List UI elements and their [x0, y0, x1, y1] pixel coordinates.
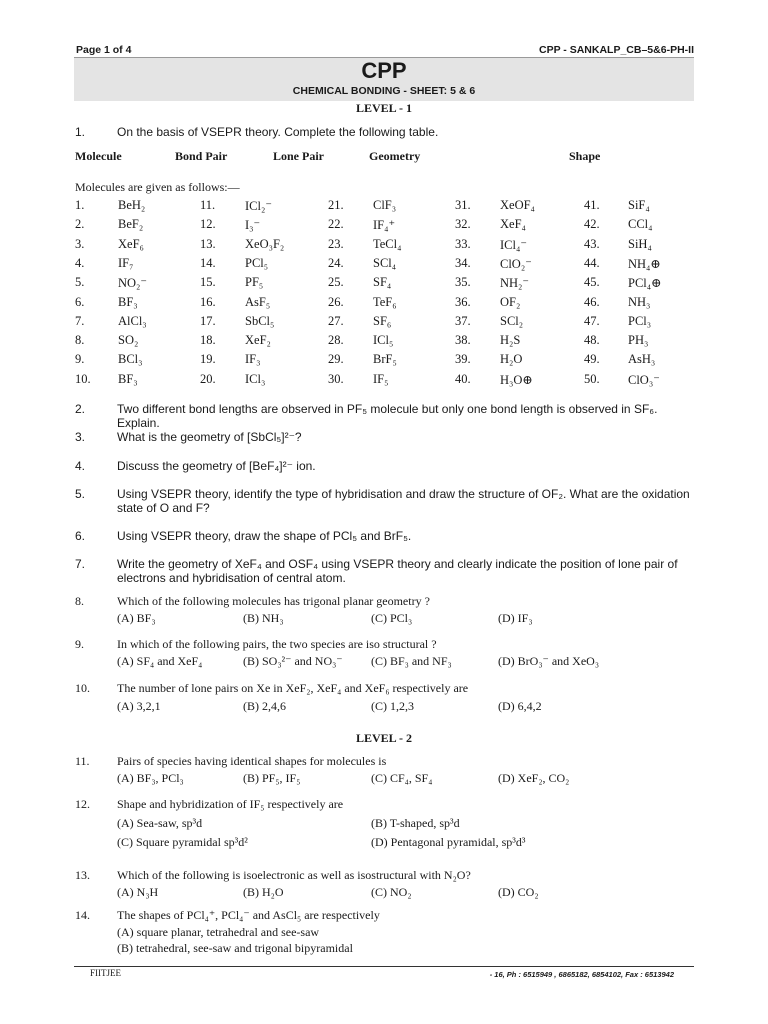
molecule-number: 37. — [455, 313, 471, 328]
question-number: 9. — [75, 637, 84, 651]
question-number: 7. — [75, 557, 86, 571]
molecule-formula: ICl₂⁻ — [245, 199, 272, 213]
molecule-formula: NH₄⊕ — [628, 256, 661, 271]
molecule-number: 14. — [200, 255, 216, 270]
question-text: Using VSEPR theory, identify the type of hybridisation and draw the structure of OF₂. What are the oxidation state of O and F? — [117, 487, 690, 515]
molecule-row — [0, 217, 768, 237]
molecule-formula: IF₇ — [118, 255, 134, 270]
option-c: (C) Square pyramidal sp³d² — [117, 835, 248, 849]
molecule-formula: TeF₆ — [373, 294, 397, 309]
title-banner — [74, 57, 694, 101]
molecule-number: 42. — [584, 217, 600, 232]
molecule-formula: XeF₂ — [245, 333, 271, 348]
molecule-number: 19. — [200, 352, 216, 367]
molecule-number: 18. — [200, 333, 216, 348]
page-title: CPP — [361, 58, 407, 83]
question-text: What is the geometry of [SbCl₅]²⁻? — [117, 430, 302, 444]
option-b: (B) 2,4,6 — [243, 699, 286, 713]
molecule-formula: PCl₃ — [628, 313, 652, 328]
molecule-formula: OF₂ — [500, 294, 521, 309]
molecule-formula: ICl₅ — [373, 333, 394, 348]
footer-brand: FIITJEE — [90, 968, 121, 978]
column-bond-pair: Bond Pair — [175, 149, 228, 163]
question-number: 8. — [75, 594, 84, 608]
question-text: Which of the following molecules has trigonal planar geometry ? — [117, 594, 430, 608]
option-c: (C) CF₄, SF₄ — [371, 771, 433, 785]
footer-contact: - 16, Ph : 6515949 , 6865182, 6854102, Fax : 6513942 — [489, 970, 674, 979]
question-text: The number of lone pairs on Xe in XeF₂, XeF₄ and XeF₆ respectively are — [117, 681, 469, 695]
level-2-heading: LEVEL - 2 — [355, 731, 412, 745]
molecule-row — [0, 275, 768, 295]
option-c: (C) BF₃ and NF₃ — [371, 654, 452, 668]
option-a: (A) BF₃ — [117, 611, 156, 625]
molecule-number: 17. — [200, 313, 216, 328]
molecule-formula: IF₅ — [373, 371, 389, 386]
molecule-number: 4. — [75, 255, 85, 270]
molecule-formula: BrF₅ — [373, 352, 397, 367]
column-lone-pair: Lone Pair — [273, 149, 324, 163]
column-molecule: Molecule — [75, 149, 122, 163]
option-a: (A) Sea-saw, sp³d — [117, 816, 203, 830]
molecule-formula: H₂O — [500, 352, 523, 367]
question-text: Which of the following is isoelectronic as well as isostructural with N₂O? — [117, 868, 471, 882]
molecule-number: 33. — [455, 236, 471, 251]
question-text: Shape and hybridization of IF₅ respectively are — [117, 797, 344, 811]
molecule-formula: ClO₂⁻ — [500, 256, 532, 271]
option-a: (A) BF₃, PCl₃ — [117, 771, 184, 785]
question-number: 14. — [75, 908, 90, 922]
molecule-row — [0, 237, 768, 257]
question-text: In which of the following pairs, the two species are iso structural ? — [117, 637, 437, 651]
molecule-formula: ClO₃⁻ — [628, 372, 660, 387]
option-b: (B) tetrahedral, see-saw and trigonal bipyramidal — [117, 941, 353, 955]
column-shape: Shape — [569, 149, 601, 163]
molecule-formula: PF₅ — [245, 275, 264, 290]
option-d: (D) CO₂ — [498, 885, 539, 899]
molecule-number: 7. — [75, 313, 85, 328]
molecule-formula: XeO₃F₂ — [245, 236, 285, 251]
question-text: Write the geometry of XeF₄ and OSF₄ using VSEPR theory and clearly indicate the position of lone pair of electrons and hybridisation of central atom. — [117, 557, 678, 585]
molecule-formula: AsF₅ — [245, 294, 271, 309]
question-text: The shapes of PCl₄⁺, PCl₄⁻ and AsCl₅ are respectively — [117, 908, 380, 922]
molecule-formula: NH₂⁻ — [500, 276, 530, 291]
molecule-number: 6. — [75, 294, 85, 309]
molecule-row — [0, 314, 768, 334]
question-1-text: On the basis of VSEPR theory. Complete the following table. — [117, 125, 439, 139]
molecule-number: 47. — [584, 313, 600, 328]
option-b: (B) T-shaped, sp³d — [371, 816, 460, 830]
molecule-formula: BCl₃ — [118, 352, 143, 367]
molecule-number: 32. — [455, 217, 471, 232]
molecule-formula: BeF₂ — [118, 217, 144, 232]
molecule-row — [0, 256, 768, 276]
molecule-number: 1. — [75, 198, 85, 212]
molecule-number: 40. — [455, 371, 471, 386]
molecule-row — [0, 352, 768, 372]
question-text: Pairs of species having identical shapes for molecules is — [117, 754, 387, 768]
molecule-number: 30. — [328, 371, 344, 386]
molecule-formula: BF₃ — [118, 294, 138, 309]
molecule-formula: PCl₄⊕ — [628, 276, 662, 291]
option-b: (B) SO₃²⁻ and NO₃⁻ — [243, 654, 343, 668]
molecule-formula: BeH₂ — [118, 198, 146, 212]
molecule-number: 13. — [200, 236, 216, 251]
molecule-formula: ICl₃ — [245, 371, 266, 386]
question-number: 2. — [75, 402, 86, 416]
option-a: (A) 3,2,1 — [117, 699, 161, 713]
molecule-number: 50. — [584, 371, 600, 386]
molecule-formula: PH₃ — [628, 333, 649, 348]
molecule-number: 26. — [328, 294, 344, 309]
question-number: 11. — [75, 754, 90, 768]
question-1-number: 1. — [75, 125, 86, 139]
molecule-formula: SF₆ — [373, 313, 392, 328]
molecule-formula: NH₃ — [628, 294, 651, 309]
molecule-number: 45. — [584, 275, 600, 290]
option-a: (A) square planar, tetrahedral and see-saw — [117, 925, 320, 939]
question-number: 6. — [75, 529, 86, 543]
molecule-formula: SCl₄ — [373, 255, 397, 270]
molecule-number: 11. — [200, 198, 216, 212]
question-number: 3. — [75, 430, 86, 444]
question-number: 12. — [75, 797, 90, 811]
molecule-number: 23. — [328, 236, 344, 251]
molecule-number: 3. — [75, 236, 85, 251]
molecule-formula: XeF₄ — [500, 217, 526, 232]
option-d: (D) Pentagonal pyramidal, sp³d³ — [371, 835, 526, 849]
molecule-formula: ICl₄⁻ — [500, 237, 527, 252]
molecule-formula: SF₄ — [373, 275, 392, 290]
option-d: (D) IF₃ — [498, 611, 533, 625]
molecule-formula: SO₂ — [118, 333, 139, 348]
molecule-formula: AlCl₃ — [118, 313, 147, 328]
molecule-formula: IF₃ — [245, 352, 261, 367]
molecule-number: 10. — [75, 371, 91, 386]
molecule-row — [0, 333, 768, 353]
molecule-formula: SCl₂ — [500, 313, 524, 328]
molecule-formula: AsH₃ — [628, 352, 656, 367]
molecule-formula: IF₄⁺ — [373, 218, 396, 233]
molecule-number: 22. — [328, 217, 344, 232]
molecule-row — [0, 372, 768, 392]
footer-divider — [74, 966, 694, 967]
molecule-number: 29. — [328, 352, 344, 367]
molecule-formula: TeCl₄ — [373, 236, 402, 251]
option-d: (D) 6,4,2 — [498, 699, 542, 713]
option-b: (B) NH₃ — [243, 611, 284, 625]
molecule-number: 34. — [455, 255, 471, 270]
molecule-number: 39. — [455, 352, 471, 367]
question-text: Two different bond lengths are observed in PF₅ molecule but only one bond length is observed in SF₆. Explain. — [117, 402, 658, 430]
question-number: 5. — [75, 487, 86, 501]
question-text: Discuss the geometry of [BeF₄]²⁻ ion. — [117, 459, 316, 473]
molecule-number: 31. — [455, 198, 471, 212]
molecule-number: 36. — [455, 294, 471, 309]
molecule-number: 12. — [200, 217, 216, 232]
molecule-formula: H₂S — [500, 333, 521, 348]
molecule-number: 49. — [584, 352, 600, 367]
molecule-number: 16. — [200, 294, 216, 309]
molecule-number: 8. — [75, 333, 85, 348]
molecule-number: 9. — [75, 352, 85, 367]
molecule-row — [0, 295, 768, 315]
question-number: 13. — [75, 868, 90, 882]
option-d: (D) BrO₃⁻ and XeO₃ — [498, 654, 600, 668]
molecule-number: 41. — [584, 198, 600, 212]
molecule-number: 28. — [328, 333, 344, 348]
molecule-number: 25. — [328, 275, 344, 290]
molecule-formula: ClF₃ — [373, 198, 397, 212]
molecule-formula: I₃⁻ — [245, 218, 261, 233]
molecule-formula: SbCl₅ — [245, 313, 275, 328]
molecule-formula: SiH₄ — [628, 236, 652, 251]
molecule-number: 46. — [584, 294, 600, 309]
option-c: (C) PCl₃ — [371, 611, 413, 625]
option-a: (A) SF₄ and XeF₄ — [117, 654, 203, 668]
sheet-subtitle: CHEMICAL BONDING - SHEET: 5 & 6 — [292, 85, 476, 97]
page-label: Page 1 of 4 — [76, 44, 132, 56]
molecule-number: 38. — [455, 333, 471, 348]
molecule-formula: H₃O⊕ — [500, 372, 533, 387]
molecule-formula: XeF₆ — [118, 236, 144, 251]
molecule-number: 2. — [75, 217, 85, 232]
molecule-formula: CCl₄ — [628, 217, 653, 232]
molecule-number: 27. — [328, 313, 344, 328]
document-code: CPP - SANKALP_CB–5&6-PH-II — [538, 44, 694, 56]
molecule-list-intro: Molecules are given as follows:— — [75, 180, 240, 194]
option-c: (C) NO₂ — [371, 885, 412, 899]
molecule-number: 20. — [200, 371, 216, 386]
question-number: 4. — [75, 459, 86, 473]
molecule-number: 43. — [584, 236, 600, 251]
option-a: (A) N₃H — [117, 885, 159, 899]
question-number: 10. — [75, 681, 90, 695]
option-b: (B) PF₅, IF₅ — [243, 771, 301, 785]
molecule-formula: NO₂⁻ — [118, 276, 148, 291]
molecule-number: 15. — [200, 275, 216, 290]
molecule-number: 35. — [455, 275, 471, 290]
molecule-formula: BF₃ — [118, 371, 138, 386]
molecule-number: 21. — [328, 198, 344, 212]
molecule-number: 24. — [328, 255, 344, 270]
level-1-heading: LEVEL - 1 — [355, 101, 412, 115]
molecule-row — [0, 198, 768, 218]
molecule-number: 5. — [75, 275, 85, 290]
molecule-formula: XeOF₄ — [500, 198, 535, 212]
option-d: (D) XeF₂, CO₂ — [498, 771, 570, 785]
molecule-number: 48. — [584, 333, 600, 348]
option-c: (C) 1,2,3 — [371, 699, 414, 713]
option-b: (B) H₂O — [243, 885, 284, 899]
molecule-formula: PCl₅ — [245, 255, 269, 270]
molecule-formula: SiF₄ — [628, 198, 650, 212]
column-geometry: Geometry — [369, 149, 421, 163]
question-text: Using VSEPR theory, draw the shape of PCl₅ and BrF₅. — [117, 529, 412, 543]
molecule-number: 44. — [584, 255, 600, 270]
